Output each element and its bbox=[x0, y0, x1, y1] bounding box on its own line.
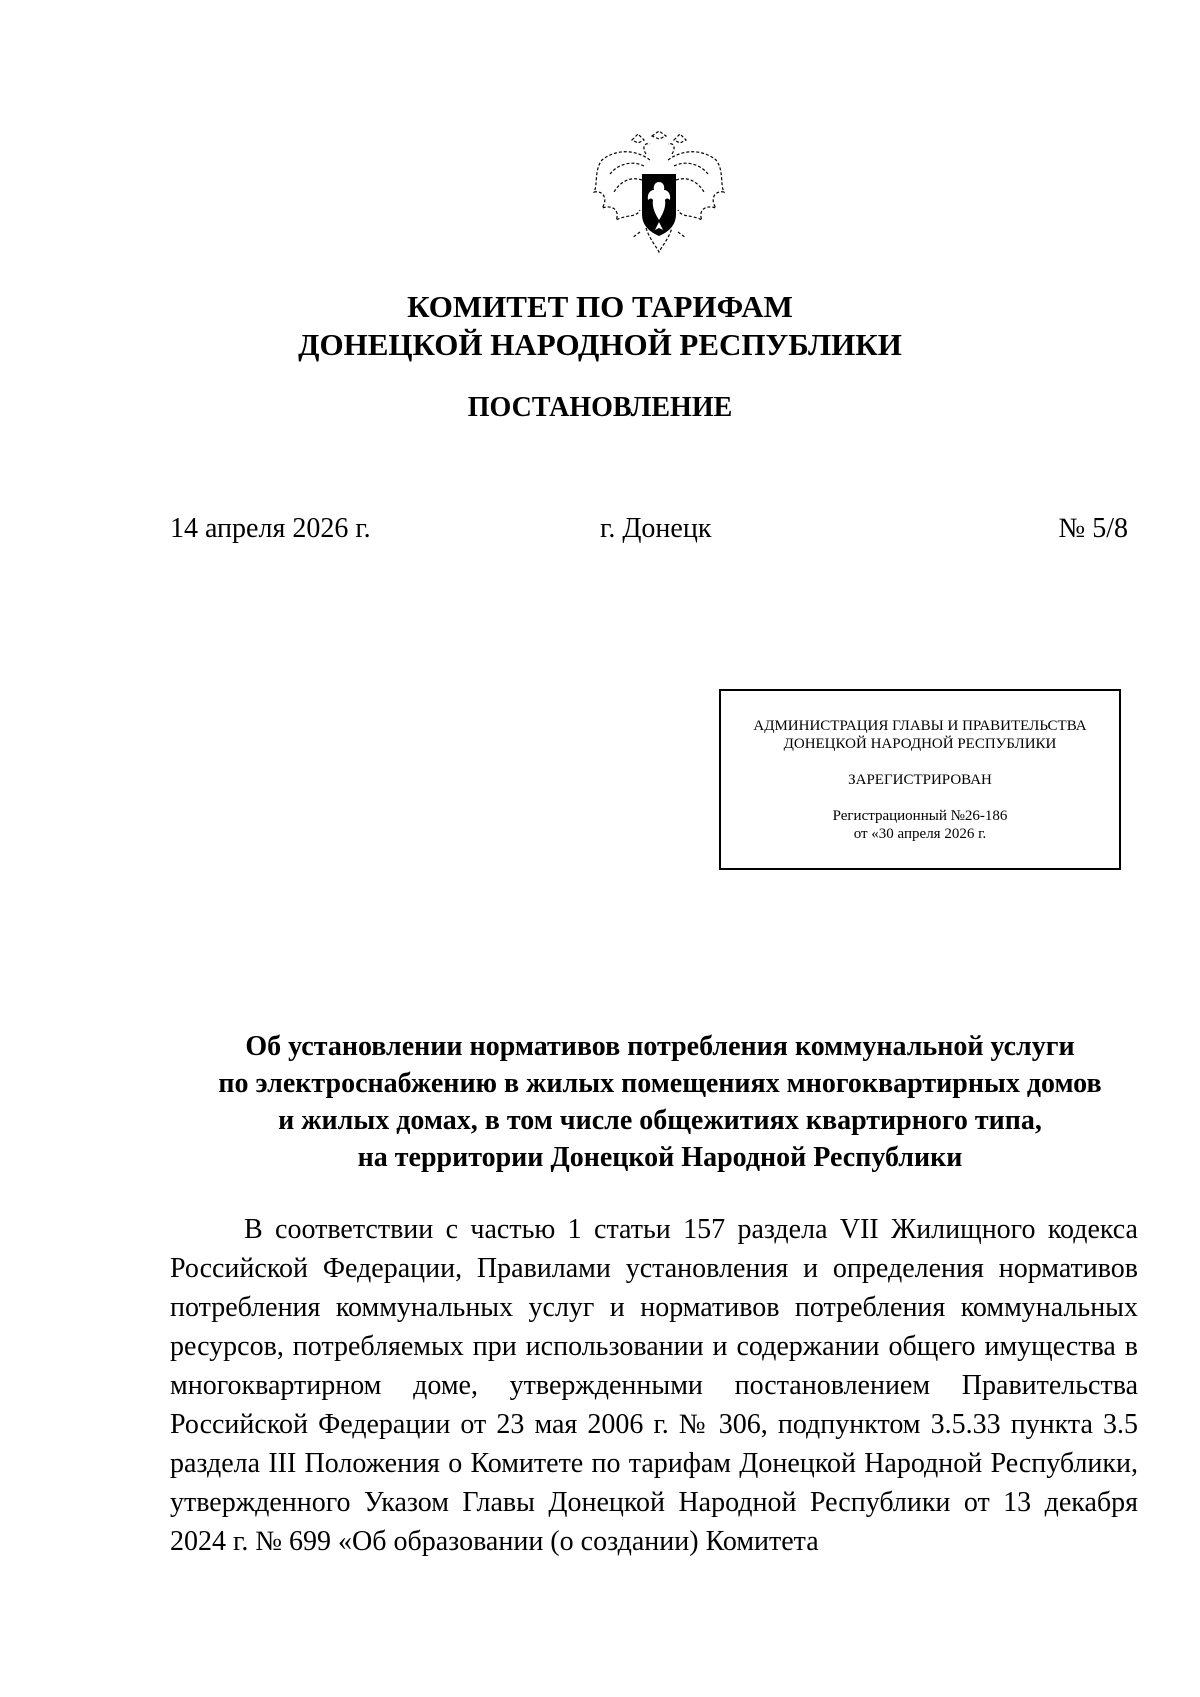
document-heading-line-4: на территории Донецкой Народной Республики bbox=[357, 1142, 963, 1173]
registration-date: от «30 апреля 2026 г. bbox=[853, 826, 987, 842]
document-heading-line-2: по электроснабжению в жилых помещениях многоквартирных домов bbox=[218, 1068, 1102, 1099]
document-date: 14 апреля 2026 г. bbox=[170, 513, 371, 544]
document-type: ПОСТАНОВЛЕНИЕ bbox=[467, 392, 733, 423]
registration-authority bbox=[721, 717, 1119, 753]
organization-title bbox=[0, 288, 1200, 364]
organization-title-line-2: ДОНЕЦКОЙ НАРОДНОЙ РЕСПУБЛИКИ bbox=[298, 327, 902, 362]
registration-status: ЗАРЕГИСТРИРОВАН bbox=[848, 772, 992, 788]
document-number: № 5/8 bbox=[1058, 513, 1128, 544]
document-heading bbox=[130, 1028, 1190, 1176]
registration-stamp bbox=[719, 689, 1121, 870]
document-heading-line-1: Об установлении нормативов потребления коммунальной услуги bbox=[245, 1031, 1075, 1062]
document-city: г. Донецк bbox=[600, 513, 712, 544]
coat-of-arms-icon bbox=[584, 130, 734, 255]
document-heading-line-3: и жилых домах, в том числе общежитиях квартирного типа, bbox=[278, 1105, 1042, 1136]
registration-details bbox=[721, 807, 1119, 843]
registration-authority-line-1: АДМИНИСТРАЦИЯ ГЛАВЫ И ПРАВИТЕЛЬСТВА bbox=[753, 718, 1087, 734]
registration-authority-line-2: ДОНЕЦКОЙ НАРОДНОЙ РЕСПУБЛИКИ bbox=[783, 736, 1057, 752]
registration-number: Регистрационный №26-186 bbox=[832, 808, 1008, 824]
body-paragraph: В соответствии с частью 1 статьи 157 раздела VII Жилищного кодекса Российской Федерации, Правилами установления и определения нормативов потребления коммунальных услуг и нормативов потребления коммунальных ресурсов, потребляемых при использовании и содержании общего имущества в многоквартирном доме, утвержденными постановлением Правительства Российской Федерации от 23 мая 2006 г. № 306, подпунктом 3.5.33 пункта 3.5 раздела III Положения о Комитете по тарифам Донецкой Народной Республики, утвержденного Указом Главы Донецкой Народной Республики от 13 декабря 2024 г. № 699 «Об образовании (о создании) Комитета bbox=[170, 1214, 1138, 1557]
organization-title-line-1: КОМИТЕТ ПО ТАРИФАМ bbox=[407, 289, 793, 324]
